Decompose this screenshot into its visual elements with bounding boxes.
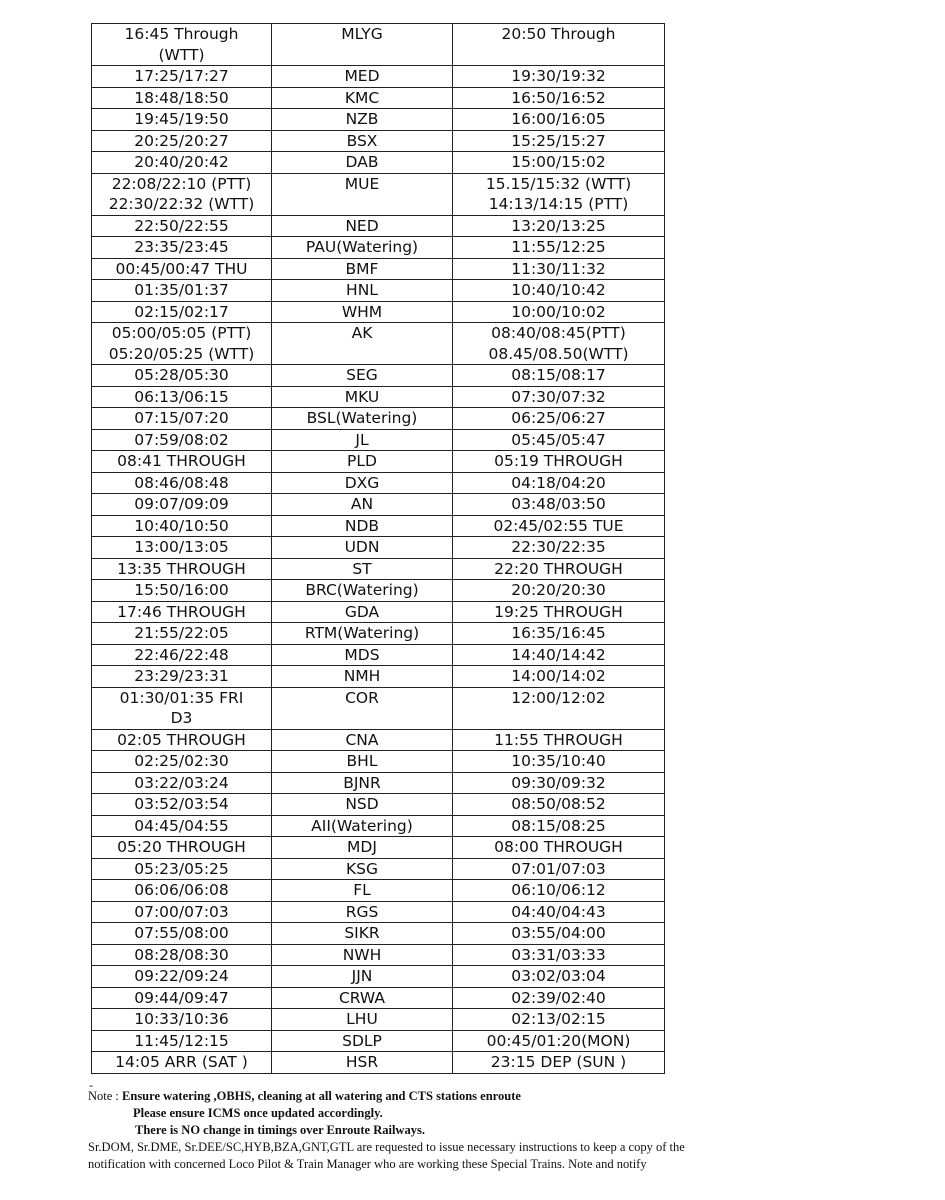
table-row xyxy=(92,858,665,880)
cell-return-time: 11:30/11:32 xyxy=(453,258,665,280)
cell-return-time: 19:30/19:32 xyxy=(453,66,665,88)
cell-return-time: 03:48/03:50 xyxy=(453,494,665,516)
table-row xyxy=(92,173,665,215)
cell-station: KMC xyxy=(272,87,453,109)
cell-forward-time: 05:00/05:05 (PTT) 05:20/05:25 (WTT) xyxy=(92,323,272,365)
table-row xyxy=(92,558,665,580)
table-row xyxy=(92,1030,665,1052)
table-row xyxy=(92,901,665,923)
cell-return-time: 23:15 DEP (SUN ) xyxy=(453,1052,665,1074)
note-line-4: Sr.DOM, Sr.DME, Sr.DEE/SC,HYB,BZA,GNT,GTL are requested to issue necessary instructions to keep a copy of the xyxy=(88,1140,685,1154)
cell-station: LHU xyxy=(272,1009,453,1031)
timetable xyxy=(91,23,665,1074)
cell-station: NWH xyxy=(272,944,453,966)
table-row xyxy=(92,429,665,451)
cell-forward-time: 16:45 Through (WTT) xyxy=(92,24,272,66)
cell-forward-time: 22:50/22:55 xyxy=(92,215,272,237)
table-row xyxy=(92,601,665,623)
cell-forward-time: 22:08/22:10 (PTT) 22:30/22:32 (WTT) xyxy=(92,173,272,215)
cell-forward-time: 17:46 THROUGH xyxy=(92,601,272,623)
table-row xyxy=(92,472,665,494)
cell-return-time: 04:18/04:20 xyxy=(453,472,665,494)
table-row xyxy=(92,152,665,174)
cell-forward-time: 17:25/17:27 xyxy=(92,66,272,88)
cell-station: PAU(Watering) xyxy=(272,237,453,259)
cell-return-time: 08:15/08:25 xyxy=(453,815,665,837)
table-row xyxy=(92,301,665,323)
cell-forward-time: 08:46/08:48 xyxy=(92,472,272,494)
cell-forward-time: 13:35 THROUGH xyxy=(92,558,272,580)
cell-forward-time: 01:30/01:35 FRI D3 xyxy=(92,687,272,729)
cell-forward-time: 07:59/08:02 xyxy=(92,429,272,451)
cell-return-time: 16:50/16:52 xyxy=(453,87,665,109)
cell-return-time: 08:50/08:52 xyxy=(453,794,665,816)
cell-station: PLD xyxy=(272,451,453,473)
cell-return-time: 14:40/14:42 xyxy=(453,644,665,666)
cell-return-time: 15.15/15:32 (WTT) 14:13/14:15 (PTT) xyxy=(453,173,665,215)
cell-forward-time: 19:45/19:50 xyxy=(92,109,272,131)
cell-return-time: 05:45/05:47 xyxy=(453,429,665,451)
cell-station: BRC(Watering) xyxy=(272,580,453,602)
table-row xyxy=(92,880,665,902)
note-line-2 xyxy=(88,1105,848,1122)
cell-return-time: 08:00 THROUGH xyxy=(453,837,665,859)
note-icms: Please ensure ICMS once updated accordingly. xyxy=(133,1106,383,1120)
cell-station: JL xyxy=(272,429,453,451)
table-row xyxy=(92,66,665,88)
cell-return-time: 03:02/03:04 xyxy=(453,966,665,988)
cell-station: MKU xyxy=(272,386,453,408)
table-row xyxy=(92,666,665,688)
table-row xyxy=(92,258,665,280)
note-watering: Ensure watering ,OBHS, cleaning at all watering and CTS stations enroute xyxy=(122,1089,521,1103)
timetable-body xyxy=(92,24,665,1074)
cell-return-time: 08:40/08:45(PTT) 08.45/08.50(WTT) xyxy=(453,323,665,365)
cell-return-time: 06:25/06:27 xyxy=(453,408,665,430)
cell-forward-time: 18:48/18:50 xyxy=(92,87,272,109)
cell-forward-time: 09:07/09:09 xyxy=(92,494,272,516)
cell-return-time: 11:55/12:25 xyxy=(453,237,665,259)
cell-station: KSG xyxy=(272,858,453,880)
cell-forward-time: 03:22/03:24 xyxy=(92,772,272,794)
cell-station: MED xyxy=(272,66,453,88)
cell-forward-time: 09:22/09:24 xyxy=(92,966,272,988)
cell-forward-time: 07:15/07:20 xyxy=(92,408,272,430)
cell-return-time: 03:55/04:00 xyxy=(453,923,665,945)
cell-station: CNA xyxy=(272,729,453,751)
table-row xyxy=(92,687,665,729)
table-row xyxy=(92,280,665,302)
cell-forward-time: 02:25/02:30 xyxy=(92,751,272,773)
cell-station: NDB xyxy=(272,515,453,537)
cell-station: NMH xyxy=(272,666,453,688)
cell-return-time: 10:35/10:40 xyxy=(453,751,665,773)
table-row xyxy=(92,623,665,645)
cell-forward-time: 11:45/12:15 xyxy=(92,1030,272,1052)
cell-forward-time: 14:05 ARR (SAT ) xyxy=(92,1052,272,1074)
cell-return-time: 07:30/07:32 xyxy=(453,386,665,408)
cell-forward-time: 05:23/05:25 xyxy=(92,858,272,880)
cell-station: WHM xyxy=(272,301,453,323)
cell-station: RGS xyxy=(272,901,453,923)
notes-section xyxy=(88,1088,848,1173)
note-prefix: Note : xyxy=(88,1089,123,1103)
cell-forward-time: 09:44/09:47 xyxy=(92,987,272,1009)
table-row xyxy=(92,1052,665,1074)
cell-forward-time: 00:45/00:47 THU xyxy=(92,258,272,280)
cell-forward-time: 05:28/05:30 xyxy=(92,365,272,387)
cell-forward-time: 04:45/04:55 xyxy=(92,815,272,837)
table-row xyxy=(92,408,665,430)
cell-return-time: 15:25/15:27 xyxy=(453,130,665,152)
cell-station: RTM(Watering) xyxy=(272,623,453,645)
table-row xyxy=(92,966,665,988)
cell-forward-time: 07:00/07:03 xyxy=(92,901,272,923)
table-row xyxy=(92,987,665,1009)
table-row xyxy=(92,365,665,387)
table-row xyxy=(92,451,665,473)
cell-station: SIKR xyxy=(272,923,453,945)
cell-return-time: 15:00/15:02 xyxy=(453,152,665,174)
cell-forward-time: 23:35/23:45 xyxy=(92,237,272,259)
cell-station: BJNR xyxy=(272,772,453,794)
cell-return-time: 11:55 THROUGH xyxy=(453,729,665,751)
cell-station: MDS xyxy=(272,644,453,666)
cell-return-time: 02:39/02:40 xyxy=(453,987,665,1009)
cell-return-time: 19:25 THROUGH xyxy=(453,601,665,623)
table-row xyxy=(92,837,665,859)
cell-forward-time: 06:13/06:15 xyxy=(92,386,272,408)
cell-station: AII(Watering) xyxy=(272,815,453,837)
cell-station: AN xyxy=(272,494,453,516)
table-row xyxy=(92,130,665,152)
cell-station: COR xyxy=(272,687,453,729)
cell-return-time: 08:15/08:17 xyxy=(453,365,665,387)
cell-station: BSX xyxy=(272,130,453,152)
cell-station: SEG xyxy=(272,365,453,387)
cell-station: NSD xyxy=(272,794,453,816)
cell-station: GDA xyxy=(272,601,453,623)
cell-return-time: 13:20/13:25 xyxy=(453,215,665,237)
cell-return-time: 10:40/10:42 xyxy=(453,280,665,302)
cell-station: AK xyxy=(272,323,453,365)
cell-return-time: 06:10/06:12 xyxy=(453,880,665,902)
cell-return-time: 22:20 THROUGH xyxy=(453,558,665,580)
cell-station: DAB xyxy=(272,152,453,174)
cell-forward-time: 07:55/08:00 xyxy=(92,923,272,945)
cell-forward-time: 23:29/23:31 xyxy=(92,666,272,688)
cell-return-time: 20:20/20:30 xyxy=(453,580,665,602)
table-row xyxy=(92,644,665,666)
table-row xyxy=(92,537,665,559)
table-row xyxy=(92,323,665,365)
cell-forward-time: 22:46/22:48 xyxy=(92,644,272,666)
cell-forward-time: 06:06/06:08 xyxy=(92,880,272,902)
cell-return-time: 09:30/09:32 xyxy=(453,772,665,794)
table-row xyxy=(92,386,665,408)
note-no-change: There is NO change in timings over Enroute Railways. xyxy=(135,1123,425,1137)
cell-return-time: 20:50 Through xyxy=(453,24,665,66)
table-row xyxy=(92,815,665,837)
cell-forward-time: 03:52/03:54 xyxy=(92,794,272,816)
cell-station: CRWA xyxy=(272,987,453,1009)
cell-forward-time: 01:35/01:37 xyxy=(92,280,272,302)
cell-return-time: 02:13/02:15 xyxy=(453,1009,665,1031)
cell-station: FL xyxy=(272,880,453,902)
cell-forward-time: 08:28/08:30 xyxy=(92,944,272,966)
table-row xyxy=(92,794,665,816)
cell-forward-time: 13:00/13:05 xyxy=(92,537,272,559)
cell-return-time: 00:45/01:20(MON) xyxy=(453,1030,665,1052)
table-row xyxy=(92,580,665,602)
table-row xyxy=(92,1009,665,1031)
cell-forward-time: 10:40/10:50 xyxy=(92,515,272,537)
cell-return-time: 02:45/02:55 TUE xyxy=(453,515,665,537)
cell-station: HSR xyxy=(272,1052,453,1074)
cell-forward-time: 05:20 THROUGH xyxy=(92,837,272,859)
cell-forward-time: 20:25/20:27 xyxy=(92,130,272,152)
cell-return-time: 12:00/12:02 xyxy=(453,687,665,729)
cell-return-time: 16:35/16:45 xyxy=(453,623,665,645)
cell-station: UDN xyxy=(272,537,453,559)
table-row xyxy=(92,923,665,945)
cell-return-time: 14:00/14:02 xyxy=(453,666,665,688)
cell-forward-time: 20:40/20:42 xyxy=(92,152,272,174)
table-row xyxy=(92,515,665,537)
cell-station: BHL xyxy=(272,751,453,773)
cell-forward-time: 21:55/22:05 xyxy=(92,623,272,645)
table-row xyxy=(92,494,665,516)
cell-station: BMF xyxy=(272,258,453,280)
cell-return-time: 10:00/10:02 xyxy=(453,301,665,323)
cell-return-time: 22:30/22:35 xyxy=(453,537,665,559)
cell-station: SDLP xyxy=(272,1030,453,1052)
cell-station: JJN xyxy=(272,966,453,988)
table-row xyxy=(92,24,665,66)
table-row xyxy=(92,751,665,773)
cell-return-time: 04:40/04:43 xyxy=(453,901,665,923)
cell-forward-time: 10:33/10:36 xyxy=(92,1009,272,1031)
cell-return-time: 03:31/03:33 xyxy=(453,944,665,966)
table-row xyxy=(92,87,665,109)
cell-station: MDJ xyxy=(272,837,453,859)
table-row xyxy=(92,109,665,131)
table-row xyxy=(92,215,665,237)
cell-forward-time: 15:50/16:00 xyxy=(92,580,272,602)
cell-station: NZB xyxy=(272,109,453,131)
cell-return-time: 05:19 THROUGH xyxy=(453,451,665,473)
cell-station: NED xyxy=(272,215,453,237)
cell-station: MLYG xyxy=(272,24,453,66)
cell-station: ST xyxy=(272,558,453,580)
cell-return-time: 07:01/07:03 xyxy=(453,858,665,880)
dash-mark: - xyxy=(89,1078,93,1092)
cell-station: MUE xyxy=(272,173,453,215)
note-line-3 xyxy=(88,1122,848,1139)
note-line-5: notification with concerned Loco Pilot & Train Manager who are working these Special Trains. Note and notify xyxy=(88,1157,647,1171)
table-row xyxy=(92,944,665,966)
cell-forward-time: 02:15/02:17 xyxy=(92,301,272,323)
table-row xyxy=(92,772,665,794)
cell-station: BSL(Watering) xyxy=(272,408,453,430)
table-row xyxy=(92,729,665,751)
cell-forward-time: 02:05 THROUGH xyxy=(92,729,272,751)
cell-station: HNL xyxy=(272,280,453,302)
cell-return-time: 16:00/16:05 xyxy=(453,109,665,131)
cell-forward-time: 08:41 THROUGH xyxy=(92,451,272,473)
note-line-1 xyxy=(88,1088,848,1105)
table-row xyxy=(92,237,665,259)
cell-station: DXG xyxy=(272,472,453,494)
